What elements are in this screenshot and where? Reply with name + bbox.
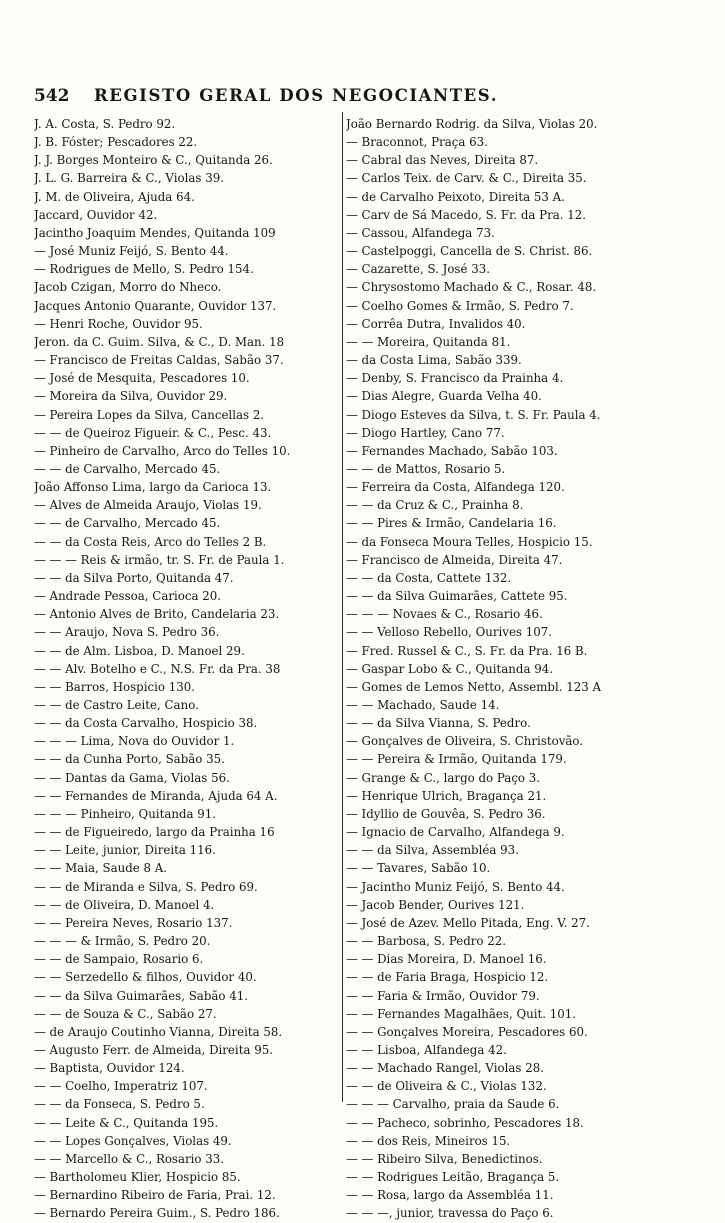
- directory-entry: — — de Sampaio, Rosario 6.: [34, 952, 204, 967]
- directory-entry: — Augusto Ferr. de Almeida, Direita 95.: [34, 1042, 273, 1057]
- directory-entry: — — Dias Moreira, D. Manoel 16.: [346, 952, 547, 967]
- directory-entry: — Henri Roche, Ouvidor 95.: [34, 316, 203, 331]
- directory-entry: — — — Lima, Nova do Ouvidor 1.: [34, 734, 235, 749]
- directory-entry: — — Machado, Saude 14.: [346, 698, 500, 712]
- directory-entry: — Baptista, Ouvidor 124.: [34, 1061, 185, 1076]
- directory-entry: — de Carvalho Peixoto, Direita 53 A.: [346, 189, 565, 204]
- directory-entry: — Pereira Lopes da Silva, Cancellas 2.: [34, 407, 265, 422]
- directory-entry: Jacob Czigan, Morro do Nheco.: [34, 280, 222, 295]
- directory-entry: — Grange & C., largo do Paço 3.: [346, 770, 541, 785]
- directory-entry: — Ignacio de Carvalho, Alfandega 9.: [346, 825, 565, 840]
- directory-entry: — Bernardo Pereira Guim., S. Pedro 186.: [34, 1206, 280, 1221]
- directory-entry: — Fernandes Machado, Sabão 103.: [346, 443, 558, 458]
- directory-entry: — Cabral das Neves, Direita 87.: [346, 153, 539, 168]
- directory-entry: João Bernardo Rodrig. da Silva, Violas 20.: [346, 117, 598, 131]
- directory-entry: — — — Pinheiro, Quitanda 91.: [34, 806, 217, 821]
- directory-entry: — Denby, S. Francisco da Prainha 4.: [346, 371, 564, 386]
- directory-entry: Jaccard, Ouvidor 42.: [34, 207, 158, 222]
- directory-entry: — — da Silva Guimarães, Sabão 41.: [34, 988, 249, 1003]
- directory-entry: — Idyllio de Gouvêa, S. Pedro 36.: [346, 806, 546, 821]
- directory-entry: — — Maia, Saude 8 A.: [34, 861, 168, 876]
- directory-entry: — Fred. Russel & C., S. Fr. da Pra. 16 B.: [346, 643, 588, 658]
- directory-entry: — — de Carvalho, Mercado 45.: [34, 516, 221, 531]
- directory-entry: — José de Azev. Mello Pitada, Eng. V. 27.: [346, 915, 590, 930]
- directory-entry: — — Fernandes Magalhães, Quit. 101.: [346, 1006, 577, 1021]
- directory-entry: — Gaspar Lobo & C., Quitanda 94.: [346, 661, 553, 676]
- directory-entry: — — de Miranda e Silva, S. Pedro 69.: [34, 879, 258, 894]
- directory-entry: — — Serzedello & filhos, Ouvidor 40.: [34, 970, 257, 985]
- directory-entry: — — de Faria Braga, Hospicio 12.: [346, 970, 549, 985]
- directory-entry: — Ferreira da Costa, Alfandega 120.: [346, 480, 565, 495]
- left-column: [34, 115, 341, 1223]
- directory-entry: João Affonso Lima, largo da Carioca 13.: [34, 480, 272, 495]
- directory-entry: — Braconnot, Praça 63.: [346, 135, 488, 150]
- directory-entry: — — — Reis & irmão, tr. S. Fr. de Paula 1.: [34, 552, 285, 567]
- directory-entry: — — da Fonseca, S. Pedro 5.: [34, 1097, 205, 1112]
- directory-entry: — — —, junior, travessa do Paço 6.: [346, 1206, 554, 1221]
- directory-entry: — Rodrigues de Mello, S. Pedro 154.: [34, 262, 254, 277]
- directory-entry: J. L. G. Barreira & C., Violas 39.: [34, 171, 224, 186]
- directory-entry: — Gomes de Lemos Netto, Assembl. 123 A: [346, 679, 602, 694]
- directory-entry: — da Costa Lima, Sabão 339.: [346, 353, 522, 368]
- directory-entry: — — Pires & Irmão, Candelaria 16.: [346, 516, 557, 531]
- directory-entry: — — Lisboa, Alfandega 42.: [346, 1042, 507, 1057]
- directory-entry: — — Gonçalves Moreira, Pescadores 60.: [346, 1024, 588, 1039]
- directory-entry: — — Pereira Neves, Rosario 137.: [34, 915, 233, 930]
- directory-entry: — — — Carvalho, praia da Saude 6.: [346, 1097, 560, 1112]
- directory-entry: J. J. Borges Monteiro & C., Quitanda 26.: [34, 153, 273, 168]
- directory-entry: — Cazarette, S. José 33.: [346, 262, 490, 277]
- directory-entry: — — de Alm. Lisboa, D. Manoel 29.: [34, 643, 245, 658]
- directory-entry: — — Tavares, Sabão 10.: [346, 861, 491, 876]
- directory-entry: — — Lopes Gonçalves, Violas 49.: [34, 1133, 232, 1148]
- directory-entry: — Francisco de Freitas Caldas, Sabão 37.: [34, 353, 284, 368]
- directory-entry: — Carv de Sá Macedo, S. Fr. da Pra. 12.: [346, 207, 587, 222]
- directory-entry: — — Ribeiro Silva, Benedictinos.: [346, 1151, 543, 1166]
- directory-entry: — — — Novaes & C., Rosario 46.: [346, 607, 543, 622]
- directory-entry: — — de Carvalho, Mercado 45.: [34, 461, 221, 476]
- directory-entry: Jacintho Joaquim Mendes, Quitanda 109: [34, 225, 276, 240]
- directory-entry: — — de Figueiredo, largo da Prainha 16: [34, 825, 275, 840]
- directory-entry: Jeron. da C. Guim. Silva, & C., D. Man. 18: [34, 334, 285, 349]
- directory-entry: — — Pacheco, sobrinho, Pescadores 18.: [346, 1115, 584, 1130]
- directory-entry: — Jacob Bender, Ourives 121.: [346, 897, 525, 912]
- directory-entry: — — Fernandes de Miranda, Ajuda 64 A.: [34, 788, 278, 803]
- directory-entry: — — da Silva, Assembléa 93.: [346, 843, 519, 858]
- running-header: [34, 86, 554, 106]
- directory-entry: — da Fonseca Moura Telles, Hospicio 15.: [346, 534, 593, 549]
- directory-entry: — Pinheiro de Carvalho, Arco do Telles 10.: [34, 443, 291, 458]
- directory-entry: — — Coelho, Imperatriz 107.: [34, 1079, 208, 1094]
- directory-entry: — Gonçalves de Oliveira, S. Christovão.: [346, 734, 584, 749]
- column-divider: [342, 112, 343, 1102]
- directory-entry: — — Velloso Rebello, Ourives 107.: [346, 625, 553, 640]
- directory-entry: — — Pereira & Irmão, Quitanda 179.: [346, 752, 567, 767]
- directory-entry: — — da Costa Reis, Arco do Telles 2 B.: [34, 534, 267, 549]
- directory-entry: — Diogo Esteves da Silva, t. S. Fr. Paula 4.: [346, 407, 601, 422]
- directory-entry: Jacques Antonio Quarante, Ouvidor 137.: [34, 298, 277, 313]
- directory-entry: — — da Cruz & C., Prainha 8.: [346, 498, 524, 513]
- running-title: REGISTO GERAL DOS NEGOCIANTES.: [94, 86, 499, 105]
- directory-entry: — Castelpoggi, Cancella de S. Christ. 86.: [346, 244, 593, 259]
- directory-entry: — Diogo Hartley, Cano 77.: [346, 425, 505, 440]
- directory-entry: — Andrade Pessoa, Carioca 20.: [34, 589, 222, 604]
- directory-entry: — Coelho Gomes & Irmão, S. Pedro 7.: [346, 298, 574, 313]
- directory-entry: — — da Silva Vianna, S. Pedro.: [346, 716, 531, 731]
- directory-entry: — — da Costa Carvalho, Hospicio 38.: [34, 716, 258, 731]
- directory-entry: — Francisco de Almeida, Direita 47.: [346, 552, 563, 567]
- directory-entry: — — Marcello & C., Rosario 33.: [34, 1151, 225, 1166]
- directory-entry: — Chrysostomo Machado & C., Rosar. 48.: [346, 280, 597, 295]
- directory-entry: — — Leite & C., Quitanda 195.: [34, 1115, 219, 1130]
- directory-entry: — — Rodrigues Leitão, Bragança 5.: [346, 1170, 560, 1185]
- directory-entry: — Cassou, Alfandega 73.: [346, 225, 495, 240]
- directory-entry: J. A. Costa, S. Pedro 92.: [34, 117, 176, 131]
- directory-entry: — José de Mesquita, Pescadores 10.: [34, 371, 250, 386]
- directory-entry: — — Alv. Botelho e C., N.S. Fr. da Pra. 38: [34, 661, 281, 676]
- directory-entry: — — de Souza & C., Sabão 27.: [34, 1006, 217, 1021]
- directory-entry: — de Araujo Coutinho Vianna, Direita 58.: [34, 1024, 283, 1039]
- directory-entry: — Bernardino Ribeiro de Faria, Prai. 12.: [34, 1188, 276, 1203]
- directory-entry: — Moreira da Silva, Ouvidor 29.: [34, 389, 228, 404]
- directory-entry: — — dos Reis, Mineiros 15.: [346, 1133, 511, 1148]
- directory-entry: — — de Oliveira & C., Violas 132.: [346, 1079, 547, 1094]
- directory-entry: — — da Silva Porto, Quitanda 47.: [34, 570, 234, 585]
- directory-entry: — Jacintho Muniz Feijó, S. Bento 44.: [346, 879, 565, 894]
- directory-entry: — — — & Irmão, S. Pedro 20.: [34, 934, 211, 949]
- directory-entry: — Alves de Almeida Araujo, Violas 19.: [34, 498, 262, 513]
- directory-entry: — Corrêa Dutra, Invalidos 40.: [346, 316, 526, 331]
- directory-entry: — — de Oliveira, D. Manoel 4.: [34, 897, 215, 912]
- directory-entry: — — da Silva Guimarães, Cattete 95.: [346, 589, 568, 604]
- directory-entry: — Carlos Teix. de Carv. & C., Direita 35.: [346, 171, 587, 186]
- directory-entry: — — da Cunha Porto, Sabão 35.: [34, 752, 225, 767]
- directory-entry: — — Dantas da Gama, Violas 56.: [34, 770, 230, 785]
- directory-entry: — — de Mattos, Rosario 5.: [346, 461, 506, 476]
- directory-entry: — Bartholomeu Klier, Hospicio 85.: [34, 1170, 241, 1185]
- directory-entry: — José Muniz Feijó, S. Bento 44.: [34, 244, 229, 259]
- directory-entry: J. B. Fóster; Pescadores 22.: [34, 135, 198, 150]
- directory-entry: — Dias Alegre, Guarda Velha 40.: [346, 389, 542, 404]
- page-number: 542: [34, 86, 70, 106]
- directory-entry: — — Barbosa, S. Pedro 22.: [346, 934, 507, 949]
- directory-entry: — — Faria & Irmão, Ouvidor 79.: [346, 988, 540, 1003]
- directory-entry: — — Machado Rangel, Violas 28.: [346, 1061, 544, 1076]
- directory-entry: — — Leite, junior, Direita 116.: [34, 843, 216, 858]
- directory-entry: — Antonio Alves de Brito, Candelaria 23.: [34, 607, 280, 622]
- directory-entry: J. M. de Oliveira, Ajuda 64.: [34, 189, 195, 204]
- directory-entry: — — de Castro Leite, Cano.: [34, 698, 199, 712]
- directory-entry: — Henrique Ulrich, Bragança 21.: [346, 788, 547, 803]
- directory-entry: — — Araujo, Nova S. Pedro 36.: [34, 625, 220, 640]
- directory-entry: — — Rosa, largo da Assembléa 11.: [346, 1188, 554, 1203]
- directory-entry: — — da Costa, Cattete 132.: [346, 570, 512, 585]
- directory-entry: — — de Queiroz Figueir. & C., Pesc. 43.: [34, 425, 272, 440]
- right-column: [346, 115, 666, 1223]
- directory-entry: — — Moreira, Quitanda 81.: [346, 334, 511, 349]
- directory-entry: — — Barros, Hospicio 130.: [34, 679, 195, 694]
